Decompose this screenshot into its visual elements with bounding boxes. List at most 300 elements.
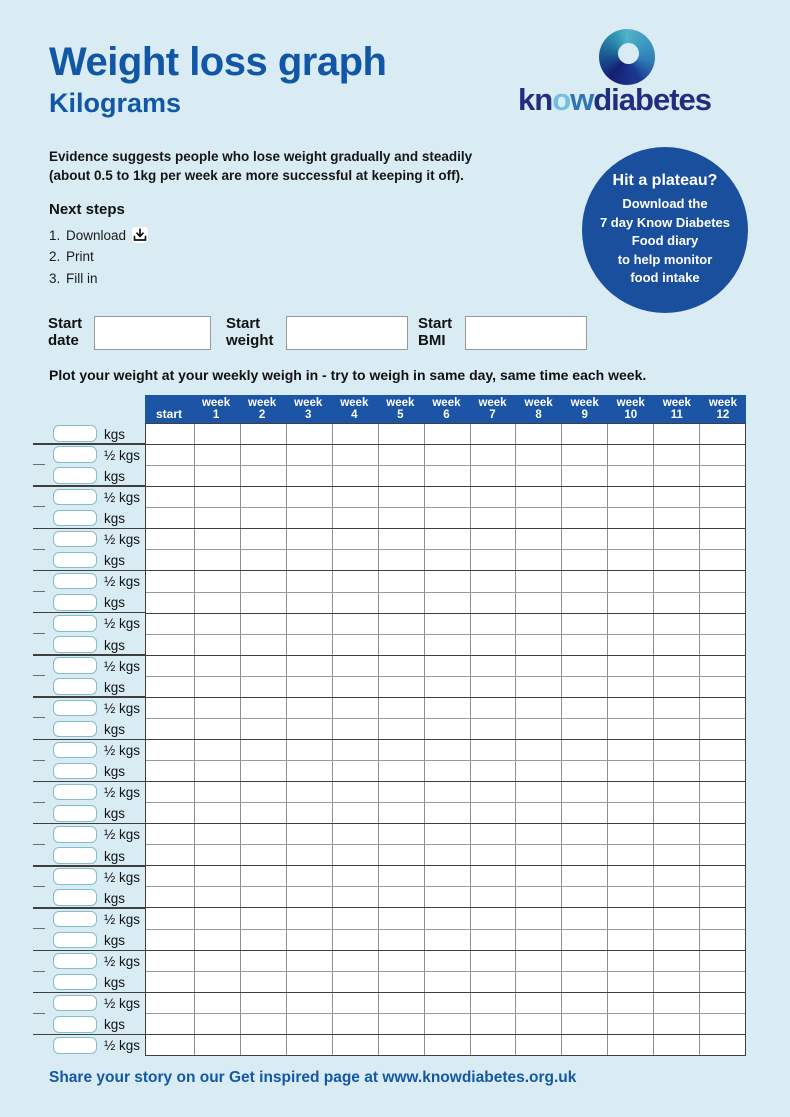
grid-cell: [562, 972, 608, 992]
kg-scale-label: kgs: [104, 468, 126, 484]
grid-cell: [195, 487, 241, 507]
kg-separator-line: [33, 950, 145, 952]
grid-cell: [287, 1014, 333, 1034]
grid-cell: [562, 445, 608, 465]
grid-cell: [471, 908, 517, 928]
kg-scale-label: ½ kgs: [104, 785, 141, 801]
grid-cell: [146, 951, 195, 971]
grid-cell: [425, 845, 471, 865]
grid-cell: [425, 677, 471, 697]
grid-cell: [608, 1014, 654, 1034]
weight-value-field-12[interactable]: [53, 657, 97, 674]
grid-cell: [146, 719, 195, 739]
grid-cell: [195, 445, 241, 465]
grid-cell: [379, 782, 425, 802]
grid-cell: [471, 1035, 517, 1055]
grid-cell: [241, 972, 287, 992]
grid-cell: [516, 782, 562, 802]
grid-row-21: [146, 845, 745, 866]
grid-cell: [146, 593, 195, 613]
grid-cell: [471, 951, 517, 971]
grid-cell: [516, 550, 562, 570]
grid-cell: [195, 719, 241, 739]
grid-cell: [471, 677, 517, 697]
grid-cell: [241, 571, 287, 591]
grid-cell: [608, 635, 654, 655]
grid-cell: [562, 803, 608, 823]
weight-value-field-14[interactable]: [53, 700, 97, 717]
weight-value-field-10[interactable]: [53, 615, 97, 632]
kg-scale-label: ½ kgs: [104, 616, 141, 632]
kg-scale-label: kgs: [104, 848, 126, 864]
kg-scale-label: ½ kgs: [104, 911, 141, 927]
grid-cell: [654, 424, 700, 444]
grid-cell: [425, 887, 471, 907]
grid-cell: [195, 677, 241, 697]
grid-cell: [195, 866, 241, 886]
column-header-start: start: [155, 407, 182, 421]
grid-cell: [654, 951, 700, 971]
grid-cell: [379, 740, 425, 760]
grid-cell: [333, 951, 379, 971]
weight-value-field-16[interactable]: [53, 742, 97, 759]
grid-cell: [562, 487, 608, 507]
grid-cell: [608, 845, 654, 865]
grid-cell: [241, 866, 287, 886]
grid-cell: [608, 677, 654, 697]
grid-cell: [241, 719, 287, 739]
grid-cell: [146, 550, 195, 570]
half-kg-tick: [33, 802, 45, 803]
grid-cell: [195, 529, 241, 549]
grid-cell: [333, 993, 379, 1013]
logo-diabetes: diabetes: [593, 82, 712, 117]
weight-value-field-24[interactable]: [53, 911, 97, 928]
grid-cell: [287, 424, 333, 444]
weight-value-field-18[interactable]: [53, 784, 97, 801]
weight-value-field-20[interactable]: [53, 826, 97, 843]
grid-cell: [654, 1035, 700, 1055]
grid-cell: [425, 740, 471, 760]
step-number: 2.: [49, 249, 61, 264]
grid-cell: [471, 550, 517, 570]
grid-cell: [700, 908, 745, 928]
weight-value-field-7[interactable]: [53, 552, 97, 569]
weight-value-field-1[interactable]: [53, 425, 97, 442]
grid-cell: [379, 487, 425, 507]
grid-cell: [333, 782, 379, 802]
weight-value-field-19[interactable]: [53, 805, 97, 822]
grid-cell: [608, 782, 654, 802]
grid-cell: [608, 993, 654, 1013]
grid-cell: [608, 1035, 654, 1055]
grid-cell: [471, 803, 517, 823]
grid-cell: [333, 635, 379, 655]
grid-cell: [471, 508, 517, 528]
grid-cell: [287, 908, 333, 928]
grid-cell: [562, 614, 608, 634]
step-label: Print: [66, 249, 94, 264]
weight-value-field-2[interactable]: [53, 446, 97, 463]
grid-cell: [516, 908, 562, 928]
grid-cell: [195, 635, 241, 655]
kg-scale-label: kgs: [104, 721, 126, 737]
grid-cell: [654, 508, 700, 528]
kg-scale-label: kgs: [104, 510, 126, 526]
weight-value-field-3[interactable]: [53, 467, 97, 484]
grid-cell: [700, 824, 745, 844]
grid-cell: [425, 866, 471, 886]
grid-cell: [654, 487, 700, 507]
grid-cell: [700, 993, 745, 1013]
weight-value-field-6[interactable]: [53, 531, 97, 548]
grid-cell: [146, 571, 195, 591]
grid-cell: [241, 677, 287, 697]
grid-cell: [241, 466, 287, 486]
grid-cell: [562, 866, 608, 886]
half-kg-tick: [33, 717, 45, 718]
grid-cell: [471, 593, 517, 613]
grid-cell: [425, 593, 471, 613]
grid-row-13: [146, 677, 745, 698]
grid-cell: [654, 993, 700, 1013]
grid-cell: [516, 740, 562, 760]
grid-cell: [700, 656, 745, 676]
kg-scale-label: ½ kgs: [104, 996, 141, 1012]
half-kg-tick: [33, 1013, 45, 1014]
grid-cell: [195, 908, 241, 928]
grid-cell: [146, 635, 195, 655]
grid-cell: [425, 508, 471, 528]
grid-cell: [379, 908, 425, 928]
grid-cell: [425, 656, 471, 676]
grid-cell: [333, 698, 379, 718]
plateau-title: Hit a plateau?: [612, 172, 718, 190]
weight-value-field-9[interactable]: [53, 594, 97, 611]
grid-cell: [654, 550, 700, 570]
grid-cell: [700, 761, 745, 781]
grid-cell: [241, 887, 287, 907]
grid-row-15: [146, 719, 745, 740]
grid-cell: [562, 887, 608, 907]
grid-cell: [195, 993, 241, 1013]
grid-cell: [471, 635, 517, 655]
grid-cell: [654, 930, 700, 950]
grid-cell: [608, 445, 654, 465]
grid-cell: [287, 740, 333, 760]
grid-row-24: [146, 908, 745, 929]
grid-cell: [379, 593, 425, 613]
grid-cell: [146, 866, 195, 886]
grid-cell: [241, 782, 287, 802]
weight-value-field-13[interactable]: [53, 678, 97, 695]
grid-cell: [241, 930, 287, 950]
grid-cell: [516, 698, 562, 718]
grid-cell: [425, 550, 471, 570]
grid-cell: [516, 656, 562, 676]
grid-cell: [471, 824, 517, 844]
grid-cell: [700, 529, 745, 549]
grid-cell: [241, 803, 287, 823]
kg-scale-label: ½ kgs: [104, 1038, 141, 1054]
kg-separator-line: [33, 992, 145, 994]
grid-cell: [516, 487, 562, 507]
kg-scale-label: ½ kgs: [104, 447, 141, 463]
kg-scale-label: kgs: [104, 1017, 126, 1033]
swirl-center: [618, 43, 639, 64]
plateau-line: 7 day Know Diabetes: [599, 214, 731, 230]
grid-cell: [333, 740, 379, 760]
grid-cell: [516, 719, 562, 739]
grid-cell: [333, 424, 379, 444]
grid-cell: [287, 698, 333, 718]
grid-cell: [333, 803, 379, 823]
grid-cell: [146, 824, 195, 844]
grid-cell: [333, 656, 379, 676]
grid-cell: [379, 550, 425, 570]
kg-scale-label: ½ kgs: [104, 489, 141, 505]
grid-row-10: [146, 614, 745, 635]
grid-row-7: [146, 550, 745, 571]
grid-cell: [654, 845, 700, 865]
grid-cell: [700, 951, 745, 971]
grid-cell: [287, 951, 333, 971]
grid-cell: [379, 951, 425, 971]
grid-cell: [379, 719, 425, 739]
kg-scale-label: ½ kgs: [104, 827, 141, 843]
grid-cell: [379, 466, 425, 486]
grid-cell: [608, 593, 654, 613]
grid-cell: [471, 571, 517, 591]
download-icon[interactable]: [132, 227, 148, 243]
grid-cell: [654, 824, 700, 844]
grid-cell: [700, 845, 745, 865]
grid-cell: [516, 677, 562, 697]
grid-cell: [195, 656, 241, 676]
half-kg-tick: [33, 928, 45, 929]
grid-cell: [241, 656, 287, 676]
plateau-badge: [582, 147, 748, 313]
table-header: [145, 395, 746, 423]
grid-cell: [654, 803, 700, 823]
grid-cell: [425, 571, 471, 591]
weight-value-field-21[interactable]: [53, 847, 97, 864]
grid-row-9: [146, 593, 745, 614]
grid-cell: [195, 803, 241, 823]
step-label: Fill in: [66, 271, 98, 286]
grid-cell: [333, 677, 379, 697]
grid-cell: [562, 782, 608, 802]
grid-cell: [333, 529, 379, 549]
grid-cell: [287, 466, 333, 486]
column-header-week-11: week 11: [662, 396, 691, 421]
start-date-field[interactable]: [94, 316, 211, 350]
kg-scale-label: kgs: [104, 806, 126, 822]
step-download: [49, 227, 148, 243]
half-kg-tick: [33, 886, 45, 887]
half-kg-tick: [33, 633, 45, 634]
grid-cell: [654, 677, 700, 697]
grid-cell: [195, 424, 241, 444]
grid-cell: [195, 550, 241, 570]
grid-cell: [379, 845, 425, 865]
grid-cell: [425, 951, 471, 971]
start-bmi-field[interactable]: [465, 316, 587, 350]
grid-cell: [241, 740, 287, 760]
weight-value-field-17[interactable]: [53, 763, 97, 780]
grid-cell: [146, 466, 195, 486]
grid-cell: [562, 1035, 608, 1055]
grid-cell: [241, 614, 287, 634]
kg-scale-label: kgs: [104, 975, 126, 991]
grid-cell: [654, 719, 700, 739]
grid-cell: [425, 698, 471, 718]
grid-cell: [471, 887, 517, 907]
grid-cell: [287, 761, 333, 781]
grid-row-3: [146, 466, 745, 487]
weight-value-field-27[interactable]: [53, 974, 97, 991]
kg-separator-line: [33, 443, 145, 445]
grid-cell: [516, 824, 562, 844]
grid-row-6: [146, 529, 745, 550]
column-header-week-12: week 12: [708, 396, 737, 421]
grid-cell: [562, 635, 608, 655]
intro-text: [49, 147, 472, 185]
grid-cell: [608, 719, 654, 739]
grid-row-27: [146, 972, 745, 993]
page-subtitle: Kilograms: [49, 88, 182, 118]
grid-cell: [287, 803, 333, 823]
weight-value-field-8[interactable]: [53, 573, 97, 590]
half-kg-tick: [33, 506, 45, 507]
kg-separator-line: [33, 823, 145, 825]
grid-cell: [471, 740, 517, 760]
grid-cell: [287, 824, 333, 844]
intro-line-2: (about 0.5 to 1kg per week are more successful at keeping it off).: [49, 168, 464, 183]
grid-cell: [654, 698, 700, 718]
weight-value-field-25[interactable]: [53, 932, 97, 949]
weight-value-field-4[interactable]: [53, 489, 97, 506]
grid-row-26: [146, 951, 745, 972]
grid-cell: [471, 930, 517, 950]
grid-cell: [608, 866, 654, 886]
grid-cell: [241, 550, 287, 570]
grid-cell: [333, 445, 379, 465]
grid-row-17: [146, 761, 745, 782]
grid-cell: [700, 782, 745, 802]
grid-cell: [562, 508, 608, 528]
grid-cell: [562, 677, 608, 697]
start-weight-label: Start weight: [226, 315, 274, 349]
half-kg-tick: [33, 971, 45, 972]
grid-cell: [379, 508, 425, 528]
weight-value-field-11[interactable]: [53, 636, 97, 653]
grid-cell: [241, 529, 287, 549]
grid-cell: [516, 529, 562, 549]
grid-cell: [562, 761, 608, 781]
grid-row-8: [146, 571, 745, 592]
weight-value-field-22[interactable]: [53, 868, 97, 885]
column-header-week-2: week 2: [248, 396, 277, 421]
grid-cell: [287, 614, 333, 634]
grid-cell: [562, 824, 608, 844]
grid-cell: [516, 1014, 562, 1034]
grid-cell: [379, 761, 425, 781]
half-kg-tick: [33, 591, 45, 592]
grid-cell: [516, 571, 562, 591]
grid-cell: [333, 593, 379, 613]
grid-cell: [195, 951, 241, 971]
weight-value-field-5[interactable]: [53, 510, 97, 527]
start-weight-field[interactable]: [286, 316, 408, 350]
grid-cell: [471, 866, 517, 886]
grid-cell: [287, 550, 333, 570]
grid-cell: [562, 424, 608, 444]
grid-cell: [241, 508, 287, 528]
grid-cell: [471, 656, 517, 676]
logo-kn: kn: [518, 82, 553, 117]
grid-row-14: [146, 698, 745, 719]
grid-cell: [608, 824, 654, 844]
kg-separator-line: [33, 612, 145, 614]
weight-value-field-30[interactable]: [53, 1037, 97, 1054]
grid-cell: [654, 593, 700, 613]
grid-cell: [700, 930, 745, 950]
grid-row-25: [146, 930, 745, 951]
grid-cell: [379, 1014, 425, 1034]
weight-value-field-26[interactable]: [53, 953, 97, 970]
grid-cell: [654, 972, 700, 992]
half-kg-tick: [33, 675, 45, 676]
grid-cell: [516, 803, 562, 823]
plateau-line: Food diary: [631, 233, 699, 249]
grid-cell: [379, 1035, 425, 1055]
weight-value-field-29[interactable]: [53, 1016, 97, 1033]
grid-cell: [516, 930, 562, 950]
kg-separator-line: [33, 570, 145, 572]
grid-cell: [146, 908, 195, 928]
weight-value-field-28[interactable]: [53, 995, 97, 1012]
weight-value-field-23[interactable]: [53, 889, 97, 906]
grid-cell: [471, 487, 517, 507]
grid-cell: [608, 803, 654, 823]
grid-cell: [379, 993, 425, 1013]
grid-cell: [333, 761, 379, 781]
grid-cell: [608, 698, 654, 718]
grid-cell: [195, 972, 241, 992]
grid-row-30: [146, 1035, 745, 1055]
intro-line-1: Evidence suggests people who lose weight gradually and steadily: [49, 149, 473, 164]
grid-cell: [471, 698, 517, 718]
grid-cell: [471, 761, 517, 781]
grid-row-28: [146, 993, 745, 1014]
grid-cell: [195, 466, 241, 486]
grid-cell: [654, 761, 700, 781]
grid-cell: [333, 908, 379, 928]
grid-cell: [700, 614, 745, 634]
weight-value-field-15[interactable]: [53, 721, 97, 738]
grid-cell: [146, 993, 195, 1013]
grid-cell: [379, 698, 425, 718]
grid-cell: [608, 466, 654, 486]
grid-cell: [425, 635, 471, 655]
grid-cell: [333, 887, 379, 907]
column-header-week-1: week 1: [201, 396, 231, 421]
kg-scale-label: kgs: [104, 595, 126, 611]
grid-cell: [608, 761, 654, 781]
kg-scale-label: kgs: [104, 764, 126, 780]
grid-cell: [654, 445, 700, 465]
